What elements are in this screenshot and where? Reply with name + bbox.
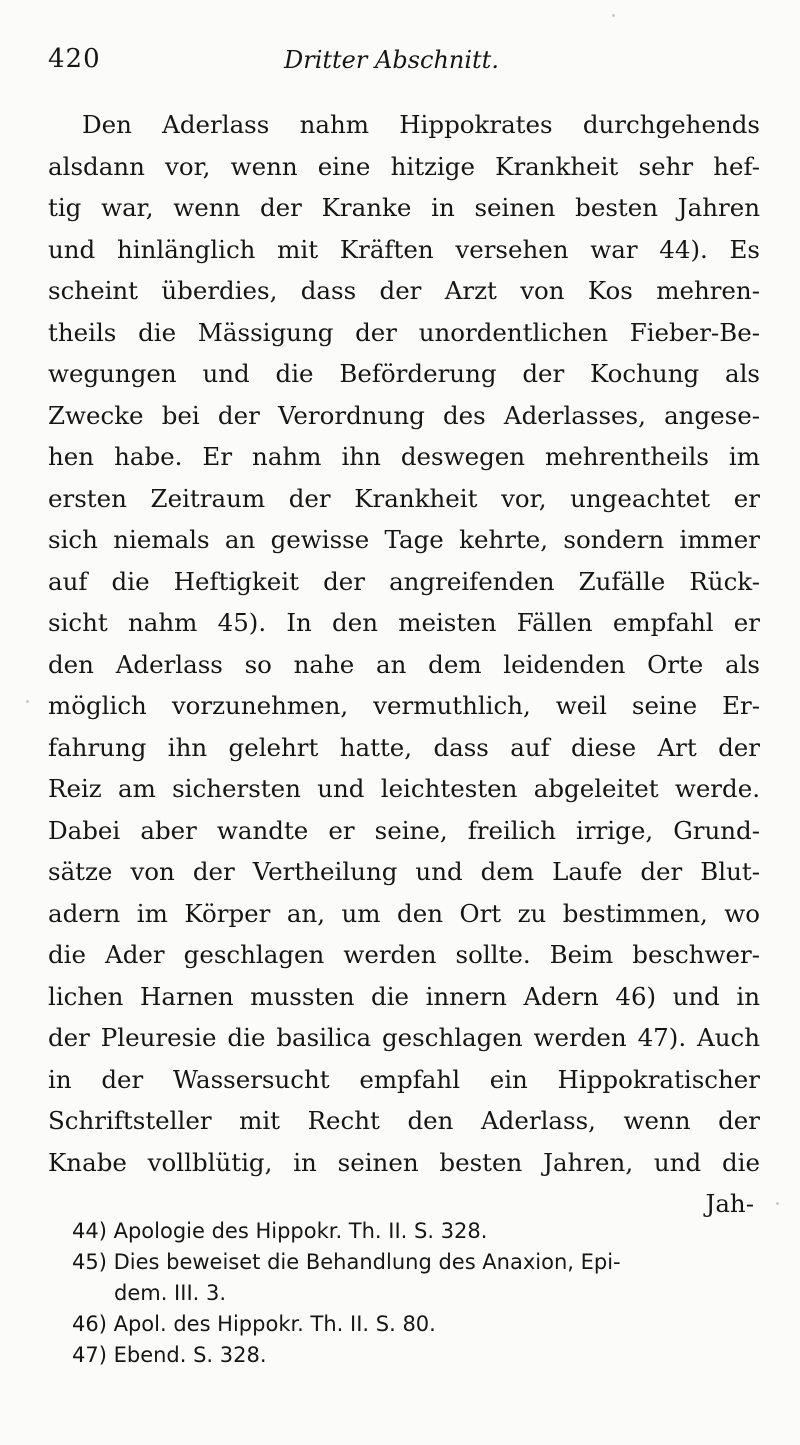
text-line: alsdann vor, wenn eine hitzige Krankheit sehr hef- bbox=[48, 151, 760, 181]
text-line: theils die Mässigung der unordentlichen Fieber-Be- bbox=[48, 317, 760, 347]
running-title: Dritter Abschnitt. bbox=[284, 46, 499, 74]
text-line: adern im Körper an, um den Ort zu bestimmen, wo bbox=[48, 898, 760, 928]
footnote-text: 45) Dies beweiset die Behandlung des Anaxion, Epi- bbox=[72, 1250, 621, 1274]
text-line: tig war, wenn der Kranke in seinen besten Jahren bbox=[48, 193, 760, 222]
text-line: Den Aderlass nahm Hippokrates durchgehends bbox=[82, 110, 760, 139]
text-line: Zwecke bei der Verordnung des Aderlasses, angese- bbox=[48, 400, 760, 430]
text-line: sicht nahm 45). In den meisten Fällen empfahl er bbox=[48, 608, 760, 637]
text-line: möglich vorzunehmen, vermuthlich, weil seine Er- bbox=[48, 691, 760, 720]
text-line: fahrung ihn gelehrt hatte, dass auf diese Art der bbox=[48, 732, 760, 762]
footnote-text: 47) Ebend. S. 328. bbox=[72, 1343, 267, 1367]
text-line: und hinlänglich mit Kräften versehen war 44). Es bbox=[48, 234, 760, 264]
paper-speck bbox=[776, 1202, 779, 1205]
paper-speck bbox=[612, 14, 615, 17]
footnote bbox=[72, 1247, 760, 1309]
text-line: ersten Zeitraum der Krankheit vor, ungeachtet er bbox=[48, 483, 760, 513]
text-line: wegungen und die Beförderung der Kochung als bbox=[48, 359, 760, 388]
paper-speck bbox=[26, 700, 29, 703]
text-line: sich niemals an gewisse Tage kehrte, sondern immer bbox=[48, 525, 760, 554]
footnote bbox=[72, 1216, 760, 1247]
footnote bbox=[72, 1340, 760, 1371]
body-text bbox=[48, 104, 760, 1225]
text-line: Knabe vollblütig, in seinen besten Jahren, und die bbox=[48, 1147, 760, 1177]
text-line: den Aderlass so nahe an dem leidenden Orte als bbox=[48, 649, 760, 679]
text-line: scheint überdies, dass der Arzt von Kos mehren- bbox=[48, 276, 760, 305]
text-line: Schriftsteller mit Recht den Aderlass, wenn der bbox=[48, 1106, 760, 1135]
text-line: Dabei aber wandte er seine, freilich irrige, Grund- bbox=[48, 815, 760, 845]
text-line: hen habe. Er nahm ihn deswegen mehrentheils im bbox=[48, 442, 760, 471]
text-line: Reiz am sichersten und leichtesten abgeleitet werde. bbox=[48, 774, 760, 803]
text-line: der Pleuresie die basilica geschlagen werden 47). Auch bbox=[48, 1023, 760, 1052]
text-line: lichen Harnen mussten die innern Adern 46) und in bbox=[48, 981, 760, 1011]
footnote-text: 44) Apologie des Hippokr. Th. II. S. 328. bbox=[72, 1219, 488, 1243]
text-line: die Ader geschlagen werden sollte. Beim beschwer- bbox=[48, 940, 760, 969]
footnote-text: 46) Apol. des Hippokr. Th. II. S. 80. bbox=[72, 1312, 436, 1336]
footnote-continuation: dem. III. 3. bbox=[114, 1281, 227, 1305]
text-line: in der Wassersucht empfahl ein Hippokratischer bbox=[48, 1064, 760, 1094]
page-header bbox=[48, 44, 748, 84]
page-number: 420 bbox=[48, 44, 101, 74]
text-line: sätze von der Vertheilung und dem Laufe der Blut- bbox=[48, 857, 760, 886]
footnotes bbox=[72, 1216, 760, 1371]
catchword: Jah- bbox=[705, 1189, 754, 1218]
text-line: auf die Heftigkeit der angreifenden Zufälle Rück- bbox=[48, 566, 760, 596]
footnote bbox=[72, 1309, 760, 1340]
